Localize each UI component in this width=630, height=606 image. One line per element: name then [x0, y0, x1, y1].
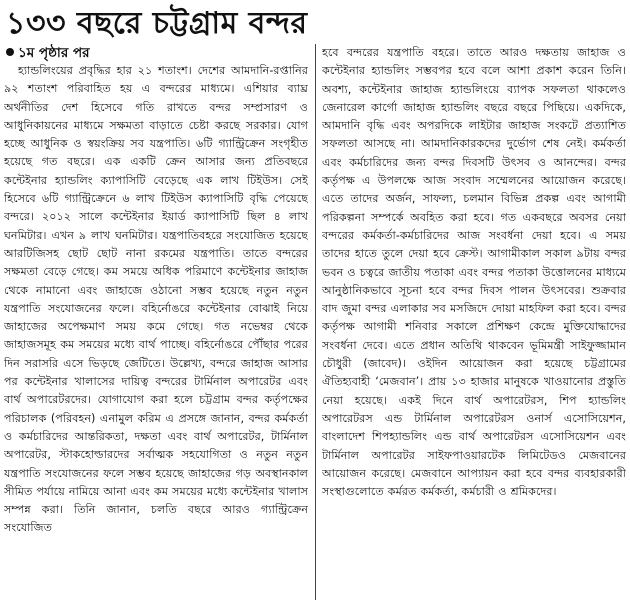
article-headline: ১৩৩ বছরে চট্টগ্রাম বন্দর — [6, 6, 308, 41]
article-columns — [4, 44, 626, 602]
left-column-text: হ্যান্ডলিংয়ের প্রবৃদ্ধির হার ২১ শতাংশ। দেশের আমদানি-রপ্তানির ৯২ শতাংশ পরিবাহিত হয় এ বন্দরের মাধ্যমে। এশিয়ার ব্যাঘ্র অর্থনীতির দেশ হিসেবে গতি রাখতে বন্দর সম্প্রসারণ ও আধুনিকায়নের মাধ্যমে সক্ষমতা বাড়াতে চেষ্টা করছে সরকার। যোগ হচ্ছে আধুনিক ও স্বয়ংক্রিয় সব যন্ত্রপাতি। ৬টি গ্যান্ট্রিক্রেন সংগৃহীত হয়েছে গত বছরে। এক একটি ক্রেন আসার জন্য প্রতিবছরে কন্টেইনার হ্যান্ডলিং ক্যাপাসিটি বেড়েছে এক লাখ টিইউস। সেই হিসেবে ৬টি গ্যান্ট্রিক্রেনে ৬ লাখ টিইউস ক্যাপাসিটি বৃদ্ধি পেয়েছে বন্দরে। ২০১২ সালে কন্টেইনার ইয়ার্ড ক্যাপাসিটি ছিল ৪ লাখ ঘনমিটার। এখন ৯ লাখ ঘনমিটার। যন্ত্রপাতিবহরে সংযোজিত হয়েছে আরটিজিসহ ছোট ছোট নানা রকমের যন্ত্রপাতি। তাতে বন্দরের সক্ষমতা বেড়ে গেছে। কম সময়ে অধিক পরিমাণে কন্টেইনার জাহাজ থেকে নামানো এবং জাহাজে ওঠানো সম্ভব হয়েছে নতুন নতুন যন্ত্রপাতি সংযোজনের ফলে। বহির্নোঙরে কন্টেইনার বোঝাই নিয়ে জাহাজের অপেক্ষমাণ সময় কমে গেছে। গত নভেম্বর থেকে জাহাজসমূহ কম সময়ের মধ্যে বার্থ পাচ্ছে। বহির্নোঙরে পৌঁছার পরের দিন সরাসরি এসে ভিড়ছে জেটিতে। উল্লেখ্য, বন্দরে জাহাজ আসার পর কন্টেইনার খালাসের দায়িত্ব বন্দরের টার্মিনাল অপারেটর এবং বার্থ অপারেটরদের। যোগাযোগ করা হলে চট্টগ্রাম বন্দর কর্তৃপক্ষের পরিচালক (পরিবহন) এনামুল করিম এ প্রসঙ্গে জানান, বন্দর কর্মকর্তা ও কর্মচারিদের আন্তরিকতা, দক্ষতা এবং বার্থ অপারেটর, টার্মিনাল অপারেটর, স্টাকহোল্ডারদের সর্বাত্মক সহযোগিতা ও নতুন নতুন যন্ত্রপাতি সংযোজনের ফলে সম্ভব হয়েছে জাহাজের গড় অবস্থানকাল সীমিত পর্যায়ে নামিয়ে আনা এবং কম সময়ের মধ্যে কন্টেইনার খালাস সম্পন্ন করা। তিনি জানান, চলতি বছরে আরও গ্যান্ট্রিক্রেন সংযোজিত — [4, 64, 308, 535]
left-column — [4, 44, 308, 602]
bullet-icon — [6, 48, 14, 56]
continued-text: ১ম পৃষ্ঠার পর — [18, 45, 90, 61]
right-column-text: হবে বন্দরের যন্ত্রপাতি বহরে। তাতে আরও দক্ষতায় জাহাজ ও কন্টেইনার হ্যান্ডলিং সম্ভবপর হবে বলে আশা প্রকাশ করেন তিনি। অবশ্য, কন্টেইনার জাহাজ হ্যান্ডলিংয়ে ব্যাপক সফলতা থাকলেও জেনারেল কার্গো জাহাজ হ্যান্ডলিং বছরে বছরে পিছিয়ে। একদিকে, আমদানি বৃদ্ধি এবং অপরদিকে লাইটার জাহাজ সংকটে প্রত্যাশিত সফলতা আসছে না। আমদানিকারকদের দুর্ভোগ শেষ নেই। কর্মকর্তা এবং কর্মচারিদের জন্য বন্দর দিবসটি উৎসব ও আনন্দের। বন্দর কর্তৃপক্ষ এ উপলক্ষে আজ সংবাদ সম্মেলনের আয়োজন করেছে। এতে তাদের অর্জন, সাফল্য, চলমান বিভিন্ন প্রকল্প এবং আগামী পরিকল্পনা সম্পর্কে অবহিত করা হবে। গত একবছরে অবসর নেয়া বন্দরের কর্মকর্তা-কর্মচারিদের আজ সংবর্ধনা দেয়া হবে। এ সময় তাদের হাতে তুলে দেয়া হবে ক্রেস্ট। আগামীকাল সকাল ৯টায় বন্দর ভবন ও চত্বরে জাতীয় পতাকা এবং বন্দর পতাকা উত্তোলনের মাধ্যমে আনুষ্ঠানিকভাবে সূচনা হবে বন্দর দিবস পালন উৎসবের। শুক্রবার বাদ জুমা বন্দর এলাকার সব মসজিদে দোয়া মাহফিল করা হবে। বন্দর কর্তৃপক্ষ আগামী শনিবার সকালে প্রশিক্ষণ কেন্দ্রে মুক্তিযোদ্ধাদের সংবর্ধনা দেবে। এতে প্রধান অতিথি থাকবেন ভূমিমন্ত্রী সাইফুজ্জামান চৌধুরী (জাবেদ)। ওইদিন আয়োজন করা হয়েছে চট্টগ্রামের ঐতিহ্যবাহী ‘মেজবান’। প্রায় ১৩ হাজার মানুষকে খাওয়ানোর প্রস্তুতি নেয়া হয়েছে। একই দিনে বার্থ অপারেটরস, শিপ হ্যান্ডলিং অপারেটরস এন্ড টার্মিনাল অপারেটরস ওনার্স এসোসিয়েশন, বাংলাদেশ শিপহ্যান্ডলিং এন্ড বার্থ অপারেটরস এসোসিয়েশন এবং টার্মিনাল অপারেটর সাইফপাওয়ারটেক লিমিটেডও মেজবানের আয়োজন করেছে। মেজবানে আপ্যায়ন করা হবে বন্দর ব্যবহারকারী সংস্থাগুলোতে কর্মরত কর্মকর্তা, কর্মচারী ও শ্রমিকদের। — [322, 46, 626, 499]
column-divider — [315, 44, 316, 600]
right-column — [322, 44, 626, 602]
continued-from-label — [6, 44, 308, 62]
